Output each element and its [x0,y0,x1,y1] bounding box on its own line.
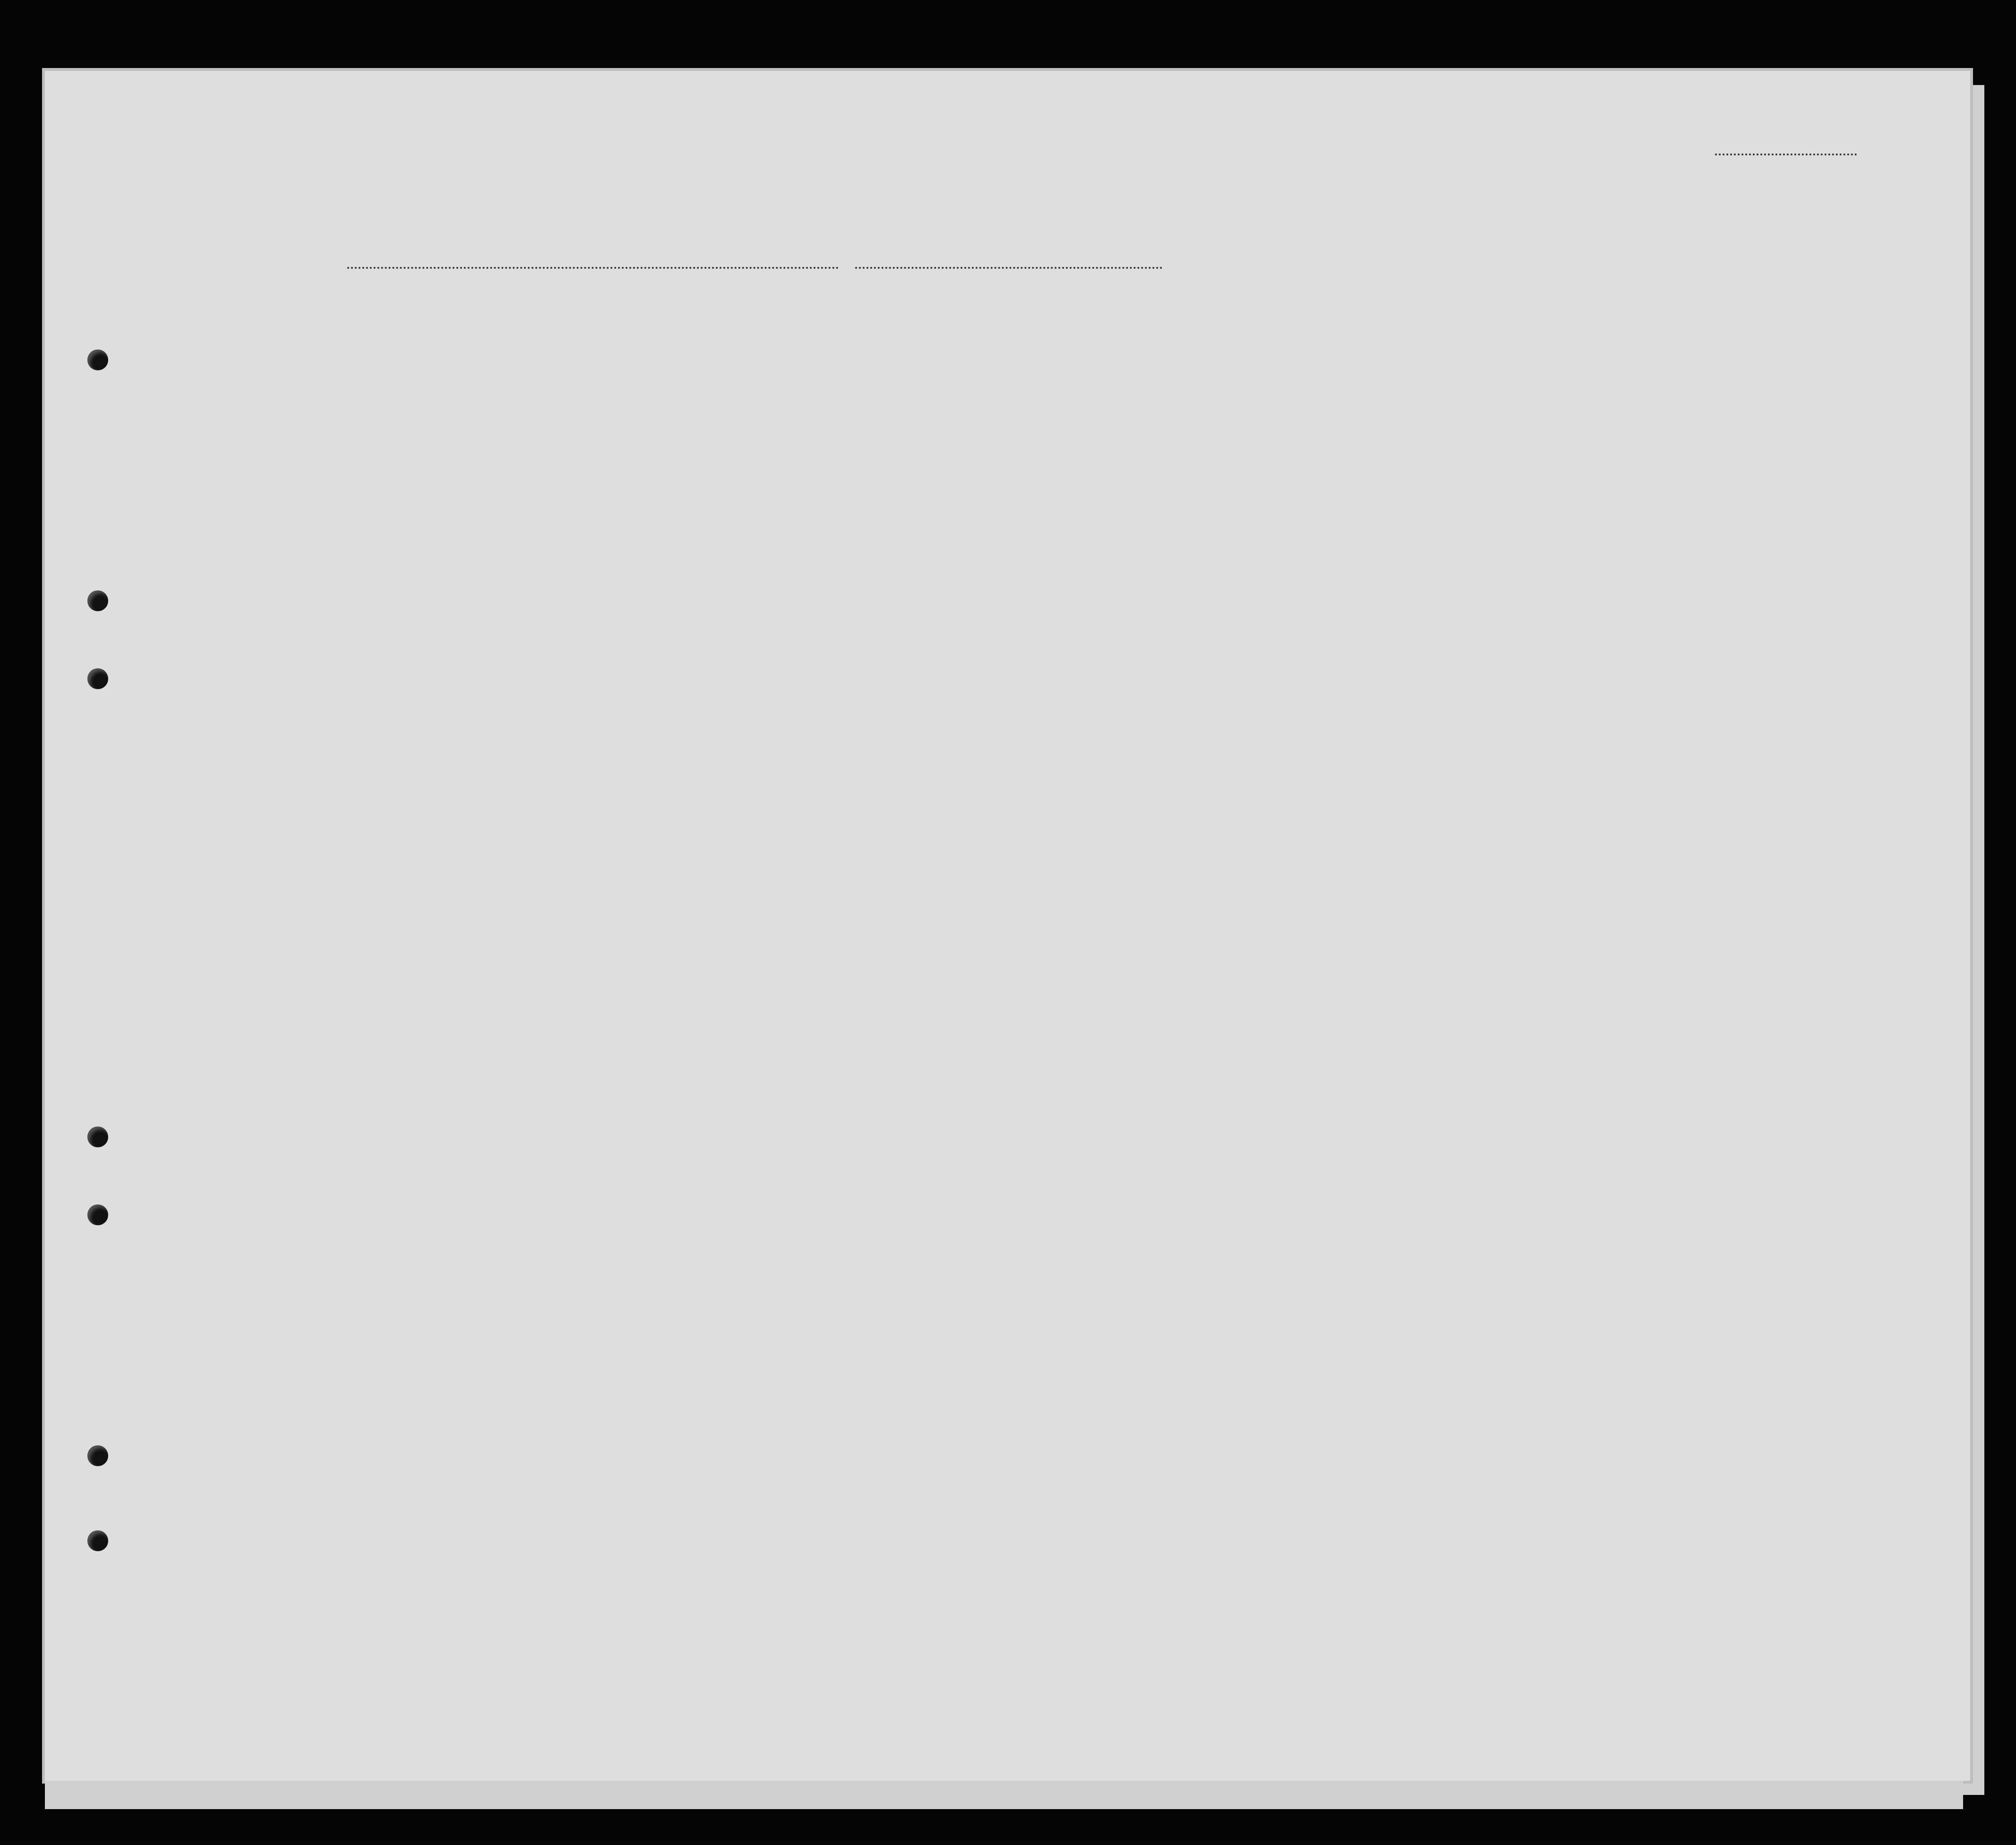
header-money [698,335,717,449]
header-inches [1606,411,1623,449]
header-prison [1250,335,1278,453]
punch-hole [87,350,108,370]
header-polygamist [1287,335,1306,453]
header-ticket [580,335,599,449]
header-feet [1587,411,1603,449]
punch-hole [87,1127,108,1147]
date-line [855,267,1162,269]
header-citizen [1224,335,1243,453]
list-underline [1715,154,1857,155]
header-labor-offer [1391,335,1429,453]
punch-hole [87,1445,108,1466]
punch-hole [87,1204,108,1225]
punch-hole [87,668,108,689]
header-anarchist [1311,335,1330,453]
header-excluded [1427,335,1446,453]
punch-hole [87,590,108,611]
punch-hole [87,1530,108,1551]
manifest-sheet [45,71,1970,1781]
header-overthrow [1337,335,1384,453]
header-arrested [1450,335,1469,453]
port-line [347,267,839,269]
under-page-edge [45,1781,1963,1809]
header-intends-return [1143,361,1186,456]
